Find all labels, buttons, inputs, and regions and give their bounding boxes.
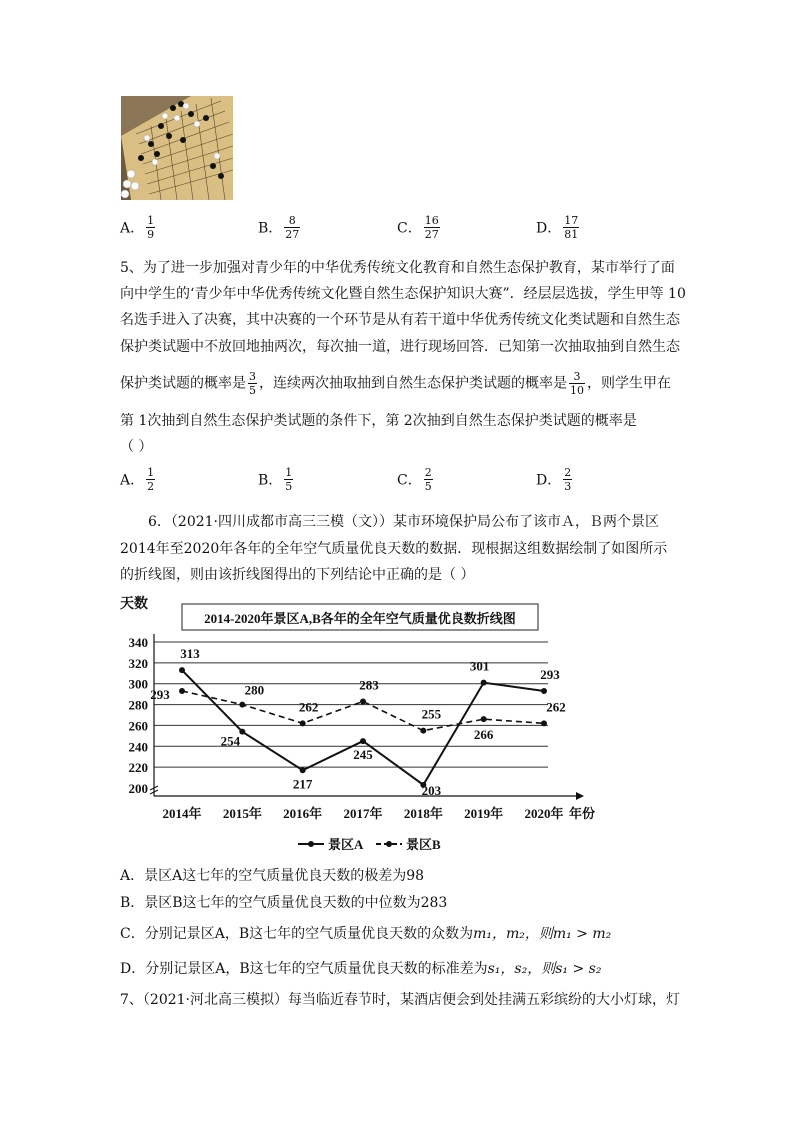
q4-option-a: A． $\frac{1}{9}$ [120, 214, 155, 241]
data-point [239, 729, 245, 735]
data-label: 293 [540, 667, 560, 683]
q4-option-c: C． $\frac{16}{27}$ [397, 214, 439, 241]
data-label: 245 [353, 747, 373, 763]
data-label: 293 [150, 687, 170, 703]
data-label: 283 [359, 677, 379, 693]
q6-line-2: 2014年至2020年各年的全年空气质量优良天数的数据．现根据这组数据绘制了如图所示 [120, 541, 668, 557]
data-label: 203 [421, 782, 442, 798]
data-point [239, 702, 245, 708]
fraction: $\frac{3}{10}$ [570, 370, 584, 397]
legend-marker [386, 841, 392, 847]
data-point [541, 720, 547, 726]
x-tick-label: 2016年 [283, 806, 323, 821]
q5-line-1: 5、为了进一步加强对青少年的中华优秀传统文化教育和自然生态保护教育，某市举行了面 [120, 260, 675, 276]
chart-title: 2014-2020年景区A,B各年的全年空气质量优良数折线图 [204, 611, 516, 626]
x-tick-label: 2020年 [524, 806, 564, 821]
x-tick-label: 2014年 [162, 806, 202, 821]
data-label: 301 [469, 658, 490, 674]
chart-ylabel: 天数 [120, 597, 148, 612]
q6-option-a: A．景区A这七年的空气质量优良天数的极差为98 [120, 868, 425, 884]
y-tick-label: 200 [128, 781, 148, 796]
q6-line-1: 6．（2021·四川成都市高三三模（文））某市环境保护局公布了该市Ａ，Ｂ两个景区 [148, 514, 659, 530]
data-point [300, 767, 306, 773]
data-label: 262 [546, 699, 566, 715]
data-point [541, 688, 547, 694]
y-tick-label: 260 [128, 718, 148, 734]
q6-option-c: C．分别记景区A，B这七年的空气质量优良天数的众数为m₁，m₂，则m₁ > m₂ [120, 926, 612, 942]
q5-option-d: D． $\frac{2}{3}$ [536, 466, 572, 493]
data-point [360, 698, 366, 704]
data-label: 262 [298, 699, 319, 715]
q6-line-3: 的折线图，则由该折线图得出的下列结论中正确的是（ ） [120, 567, 475, 583]
data-label: 313 [180, 646, 200, 662]
x-axis-label: 年份 [568, 806, 596, 821]
data-point [179, 667, 185, 673]
x-tick-label: 2018年 [403, 806, 443, 821]
q5-option-c: C． $\frac{2}{5}$ [397, 466, 432, 493]
q5-line-4: 保护类试题中不放回地抽两次，每次抽一道，进行现场回答．已知第一次抽取抽到自然生态 [120, 339, 680, 355]
y-tick-label: 300 [128, 676, 148, 692]
q5-line-3: 名选手进入了决赛，其中决赛的一个环节是从有若干道中华优秀传统文化类试题和自然生态 [120, 312, 680, 328]
y-tick-label: 220 [128, 760, 148, 776]
line-chart [118, 592, 596, 864]
x-axis-arrow [576, 792, 584, 800]
y-tick-label: 340 [128, 635, 148, 650]
q5-line-5: 保护类试题的概率是 $\frac{3}{5}$ ，连续两次抽取抽到自然生态保护类试题的概率是 $\frac{3}{10}$ ，则学生甲在 [120, 370, 671, 397]
q6-option-d: D．分别记景区A，B这七年的空气质量优良天数的标准差为s₁，s₂，则s₁ > s₂ [120, 961, 602, 977]
data-point [481, 716, 487, 722]
data-point [300, 720, 306, 726]
q4-option-b: B． $\frac{8}{27}$ [258, 214, 300, 241]
x-tick-label: 2015年 [222, 806, 262, 821]
data-point [179, 688, 185, 694]
y-tick-label: 280 [128, 697, 148, 713]
y-tick-label: 240 [128, 739, 148, 755]
q5-line-2: 向中学生的‘青少年中华优秀传统文化暨自然生态保护知识大赛”．经层层选拔，学生甲等 10 [120, 286, 686, 302]
data-label: 280 [244, 682, 265, 698]
go-board-image [121, 96, 233, 200]
legend-label: 景区A [328, 837, 364, 852]
data-label: 217 [292, 776, 313, 792]
data-point [360, 738, 366, 744]
data-label: 255 [421, 706, 442, 722]
fraction: $\frac{3}{5}$ [249, 370, 256, 397]
y-tick-label: 320 [128, 655, 148, 671]
q5-option-a: A． $\frac{1}{2}$ [120, 466, 155, 493]
legend-marker [308, 841, 314, 847]
data-point [420, 728, 426, 734]
legend-label: 景区B [406, 837, 441, 852]
q7-line-1: 7、（2021·河北高三模拟）每当临近春节时，某酒店便会到处挂满五彩缤纷的大小灯球，灯 [120, 992, 680, 1008]
q6-option-b: B．景区B这七年的空气质量优良天数的中位数为283 [120, 895, 448, 911]
data-label: 266 [473, 727, 494, 743]
q5-line-7: （ ） [120, 439, 153, 455]
data-label: 254 [220, 733, 241, 749]
q5-option-b: B． $\frac{1}{5}$ [258, 466, 293, 493]
q4-option-d: D． $\frac{17}{81}$ [536, 214, 579, 241]
q5-line-6: 第 1次抽到自然生态保护类试题的条件下，第 2次抽到自然生态保护类试题的概率是 [120, 413, 637, 429]
data-point [481, 680, 487, 686]
x-tick-label: 2017年 [343, 806, 383, 821]
x-tick-label: 2019年 [464, 806, 504, 821]
